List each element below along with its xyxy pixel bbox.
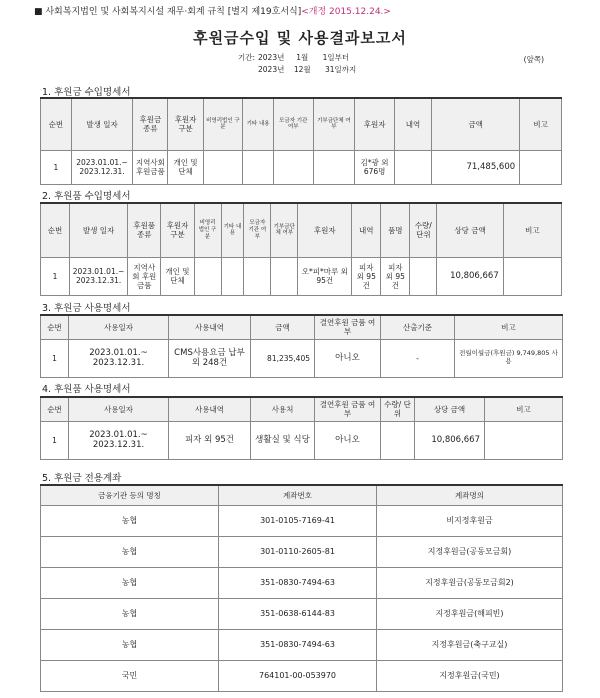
- table-row: [41, 598, 563, 629]
- t3-h-basis: 산출기준: [381, 315, 455, 339]
- t2-h-no: 순번: [41, 203, 70, 257]
- acc-holder: 지정후원금(공동모금회): [377, 536, 563, 567]
- t1-h-nonprofit: 비영리법인 구분: [203, 98, 243, 150]
- t1-h-amount: 금액: [432, 98, 520, 150]
- period-start: 2023년 1월 1일부터: [258, 53, 350, 62]
- section-title-1: 1. 후원금 수입명세서: [42, 87, 131, 98]
- t2-c-detail: 피자 외 95건: [352, 257, 381, 295]
- acc-bank: 국민: [41, 660, 219, 691]
- t1-h-type: 후원금 종류: [133, 98, 168, 150]
- acc-number: 351-0830-7494-63: [219, 567, 377, 598]
- t1-c-fundraiser: [273, 150, 313, 184]
- t1-c-etc: [243, 150, 274, 184]
- t1-h-donation-org: 기부금단체 여부: [313, 98, 355, 150]
- table-row: [41, 150, 562, 184]
- t2-h-value: 상당 금액: [437, 203, 503, 257]
- t2-c-remark: [503, 257, 561, 295]
- t2-h-qty: 수량/ 단위: [410, 203, 437, 257]
- page-title: 후원금수입 및 사용결과보고서: [193, 29, 407, 47]
- t1-h-no: 순번: [41, 98, 72, 150]
- t1-c-detail: [394, 150, 431, 184]
- t2-h-donor: 후원자: [298, 203, 352, 257]
- t1-h-etc: 기타 내용: [243, 98, 274, 150]
- goods-usage-table: [40, 396, 563, 460]
- revision-note: <개정 2015.12.24.>: [301, 7, 391, 17]
- t2-h-detail: 내역: [352, 203, 381, 257]
- t2-h-donor-type: 후원자 구분: [161, 203, 194, 257]
- t4-h-usage: 사용내역: [169, 397, 251, 421]
- t3-h-remark: 비고: [455, 315, 563, 339]
- table-row: [41, 505, 563, 536]
- table-row: [41, 421, 563, 459]
- t2-c-nonprofit: [194, 257, 221, 295]
- t4-h-date: 사용일자: [69, 397, 169, 421]
- t4-c-qty: [381, 421, 415, 459]
- table-row: [41, 257, 562, 295]
- t3-h-sponsorship: 결연후원 금품 여부: [315, 315, 381, 339]
- donation-usage-table: [40, 314, 563, 378]
- t1-c-no: 1: [41, 150, 72, 184]
- acc-holder: 지정후원금(해피빈): [377, 598, 563, 629]
- table-row: [41, 339, 563, 377]
- section-title-3: 3. 후원금 사용명세서: [42, 303, 131, 314]
- t1-c-remark: [520, 150, 562, 184]
- t1-c-date: 2023.01.01.~ 2023.12.31.: [71, 150, 133, 184]
- t2-c-value: 10,806,667: [437, 257, 503, 295]
- table-row: [41, 567, 563, 598]
- acc-bank: 농협: [41, 536, 219, 567]
- t2-c-qty: [410, 257, 437, 295]
- acc-bank: 농협: [41, 629, 219, 660]
- acc-h-bank: 금융기관 등의 명칭: [41, 485, 219, 505]
- acc-number: 301-0105-7169-41: [219, 505, 377, 536]
- t4-h-remark: 비고: [485, 397, 563, 421]
- t4-h-sponsorship: 결연후원 금품 여부: [315, 397, 381, 421]
- t2-c-donor-type: 개인 및 단체: [161, 257, 194, 295]
- t3-h-no: 순번: [41, 315, 69, 339]
- acc-holder: 지정후원금(국민): [377, 660, 563, 691]
- t2-c-donation-org: [271, 257, 298, 295]
- t2-c-donor: 오*피*마루 외95건: [298, 257, 352, 295]
- table-row: [41, 629, 563, 660]
- t2-c-no: 1: [41, 257, 70, 295]
- t3-h-usage: 사용내역: [169, 315, 251, 339]
- t1-c-donation-org: [313, 150, 355, 184]
- t4-c-no: 1: [41, 421, 69, 459]
- t2-h-date: 발생 일자: [70, 203, 128, 257]
- donation-income-table: [40, 97, 562, 185]
- acc-bank: 농협: [41, 505, 219, 536]
- t2-h-fundraiser: 모금자 기관 여부: [244, 203, 271, 257]
- t1-h-fundraiser: 모금자 기관 여부: [273, 98, 313, 150]
- t2-c-item: 피자 외 95건: [381, 257, 410, 295]
- section-title-2: 2. 후원품 수입명세서: [42, 191, 131, 202]
- form-side-note: (앞쪽): [523, 55, 544, 64]
- t3-c-amount: 81,235,405: [251, 339, 315, 377]
- acc-h-number: 계좌번호: [219, 485, 377, 505]
- t2-h-nonprofit: 비영리 법인 구분: [194, 203, 221, 257]
- t4-h-value: 상당 금액: [415, 397, 485, 421]
- table-row: [41, 660, 563, 691]
- section-title-5: 5. 후원금 전용계좌: [42, 473, 122, 484]
- t1-c-type: 지역사회 후원금품: [133, 150, 168, 184]
- t4-c-remark: [485, 421, 563, 459]
- acc-holder: 지정후원금(공동모금회2): [377, 567, 563, 598]
- form-header-note: [34, 4, 391, 17]
- t1-c-nonprofit: [203, 150, 243, 184]
- t2-c-fundraiser: [244, 257, 271, 295]
- account-table: [40, 484, 563, 692]
- t4-c-usage: 피자 외 95건: [169, 421, 251, 459]
- t2-c-type: 지역사회 후원금품: [128, 257, 161, 295]
- t4-c-place: 생활실 및 식당: [251, 421, 315, 459]
- acc-number: 351-0638-6144-83: [219, 598, 377, 629]
- t3-c-no: 1: [41, 339, 69, 377]
- t1-h-date: 발생 일자: [71, 98, 133, 150]
- t2-h-type: 후원품 종류: [128, 203, 161, 257]
- t3-h-date: 사용일자: [69, 315, 169, 339]
- t1-c-donor-type: 개인 및 단체: [168, 150, 203, 184]
- acc-number: 764101-00-053970: [219, 660, 377, 691]
- period-label: 기간:: [238, 53, 256, 62]
- t3-c-basis: -: [381, 339, 455, 377]
- acc-number: 351-0830-7494-63: [219, 629, 377, 660]
- t1-c-amount: 71,485,600: [432, 150, 520, 184]
- t3-c-usage: CMS사용요금 납부 외 248건: [169, 339, 251, 377]
- t2-c-date: 2023.01.01.~ 2023.12.31.: [70, 257, 128, 295]
- t1-h-remark: 비고: [520, 98, 562, 150]
- acc-bank: 농협: [41, 598, 219, 629]
- t1-h-detail: 내역: [394, 98, 431, 150]
- t3-c-remark: 전월이월금(후원금) 9,749,805 사용: [455, 339, 563, 377]
- acc-bank: 농협: [41, 567, 219, 598]
- t1-c-donor: 김*광 외 676명: [355, 150, 395, 184]
- t4-h-no: 순번: [41, 397, 69, 421]
- t1-h-donor: 후원자: [355, 98, 395, 150]
- acc-holder: 지정후원금(축구교실): [377, 629, 563, 660]
- period-end: 2023년 12월 31일까지: [258, 65, 357, 74]
- header-note-text: ■ 사회복지법인 및 사회복지시설 재무·회계 규칙 [별지 제19호서식]: [34, 7, 302, 17]
- t4-h-qty: 수량/ 단위: [381, 397, 415, 421]
- t3-h-amount: 금액: [251, 315, 315, 339]
- acc-h-holder: 계좌명의: [377, 485, 563, 505]
- t2-h-item: 품명: [381, 203, 410, 257]
- acc-holder: 비지정후원금: [377, 505, 563, 536]
- t3-c-sponsorship: 아니오: [315, 339, 381, 377]
- t2-h-etc: 기타 내용: [221, 203, 244, 257]
- t4-h-place: 사용처: [251, 397, 315, 421]
- t4-c-date: 2023.01.01.~ 2023.12.31.: [69, 421, 169, 459]
- t2-h-donation-org: 기부금단 체 여부: [271, 203, 298, 257]
- t1-h-donor-type: 후원자 구분: [168, 98, 203, 150]
- goods-income-table: [40, 202, 562, 296]
- acc-number: 301-0110-2605-81: [219, 536, 377, 567]
- t4-c-value: 10,806,667: [415, 421, 485, 459]
- t2-h-remark: 비고: [503, 203, 561, 257]
- t4-c-sponsorship: 아니오: [315, 421, 381, 459]
- t3-c-date: 2023.01.01.~ 2023.12.31.: [69, 339, 169, 377]
- section-title-4: 4. 후원품 사용명세서: [42, 384, 131, 395]
- table-row: [41, 536, 563, 567]
- t2-c-etc: [221, 257, 244, 295]
